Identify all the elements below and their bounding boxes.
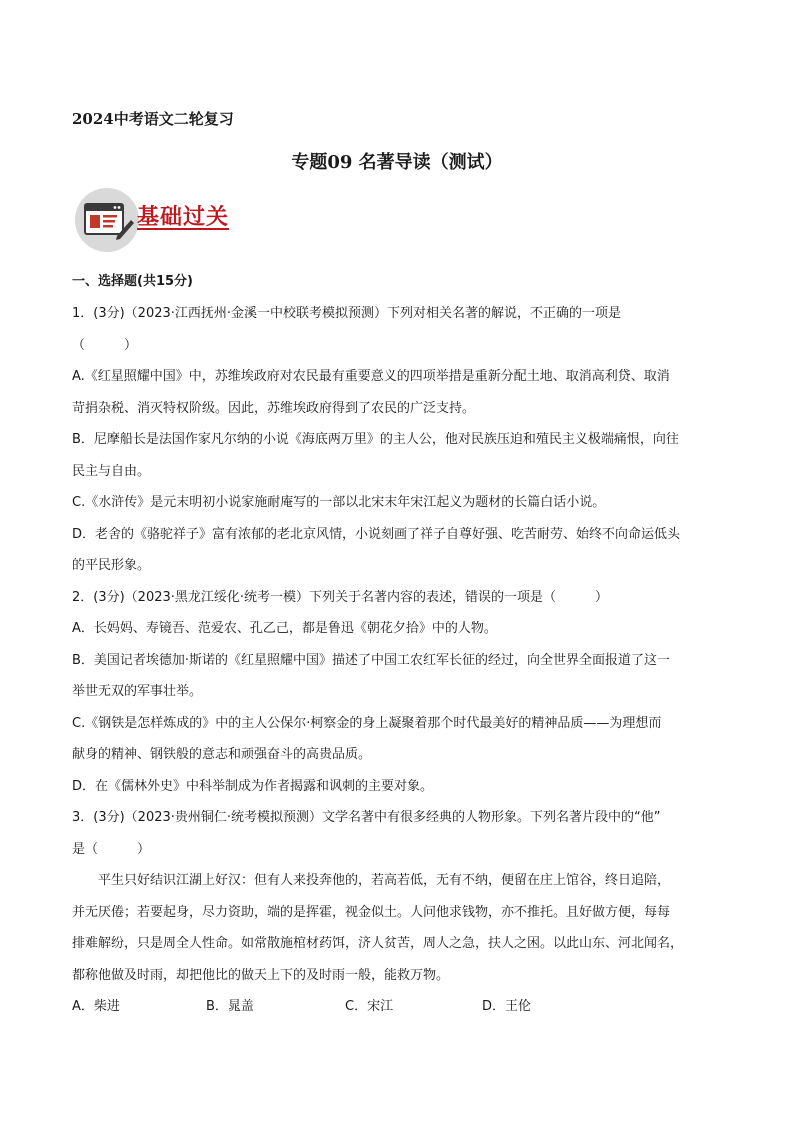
option-b: B．尼摩船长是法国作家凡尔纳的小说《海底两万里》的主人公，他对民族压迫和殖民主义极端痛恨，向往 xyxy=(72,432,679,447)
passage-line: 排难解纷，只是周全人性命。如常散施棺材药饵，济人贫苦，周人之急，扶人之困。以此山东、河北闻名， xyxy=(72,936,684,951)
option-c-cont: 献身的精神、钢铁般的意志和顽强奋斗的高贵品质。 xyxy=(72,747,372,762)
question-stem-cont: （ ） xyxy=(72,337,138,353)
option-b-cont: 举世无双的军事壮举。 xyxy=(72,684,203,699)
question-stem: 3．(3分)（2023·贵州铜仁·统考模拟预测）文学名著中有很多经典的人物形象。下列名著片段中的“他” xyxy=(72,810,661,825)
question-stem: 1．(3分)（2023·江西抚州·金溪一中校联考模拟预测）下列对相关名著的解说，不正确的一项是 xyxy=(72,306,622,321)
passage-line: 并无厌倦；若要起身，尽力资助，端的是挥霍，视金似土。人问他求钱物，亦不推托。且好做方便，每每 xyxy=(72,904,671,920)
option-row xyxy=(72,991,732,1023)
option-c: C.《钢铁是怎样炼成的》中的主人公保尔·柯察金的身上凝聚着那个时代最美好的精神品质——为理想而 xyxy=(72,715,662,731)
option-b-cont: 民主与自由。 xyxy=(72,463,151,479)
option-a: A．柴进 xyxy=(72,999,120,1014)
option-a: A．长妈妈、寿镜吾、范爱农、孔乙己，都是鲁迅《朝花夕拾》中的人物。 xyxy=(72,621,497,636)
option-d: D．老舍的《骆驼祥子》富有浓郁的老北京风情，小说刻画了祥子自尊好强、吃苦耐劳、始终不向命运低头 xyxy=(72,526,681,542)
passage-line: 平生只好结识江湖上好汉：但有人来投奔他的，若高若低，无有不纳，便留在庄上馆谷，终日追陪， xyxy=(98,873,671,888)
question-stem-cont: 是（ ） xyxy=(72,841,151,857)
banner-label: 基础过关 xyxy=(137,205,230,230)
option-d-cont: 的平民形象。 xyxy=(72,558,151,573)
passage-line: 都称他做及时雨，却把他比的做天上下的及时雨一般，能救万物。 xyxy=(72,967,450,983)
document-header: 2024中考语文二轮复习 xyxy=(72,110,234,128)
document-title: 专题09 名著导读（测试） xyxy=(291,152,503,173)
question-stem: 2．(3分)（2023·黑龙江绥化·统考一模）下列关于名著内容的表述，错误的一项是（ ） xyxy=(72,589,609,605)
option-b: B．晁盖 xyxy=(206,999,254,1014)
option-c: C.《水浒传》是元末明初小说家施耐庵写的一部以北宋末年宋江起义为题材的长篇白话小说。 xyxy=(72,495,606,510)
option-d: D．在《儒林外史》中科举制成为作者揭露和讽刺的主要对象。 xyxy=(72,778,434,794)
option-d: D．王伦 xyxy=(482,999,532,1014)
question-body xyxy=(72,270,732,1023)
option-c: C．宋江 xyxy=(345,999,394,1014)
document-edit-icon xyxy=(83,200,135,242)
option-b: B．美国记者埃德加·斯诺的《红星照耀中国》描述了中国工农红军长征的经过，向全世界全面报道了这一 xyxy=(72,652,671,668)
option-a: A.《红星照耀中国》中，苏维埃政府对农民最有重要意义的四项举措是重新分配土地、取消高利贷、取消 xyxy=(72,369,670,384)
option-a-cont: 苛捐杂税、消灭特权阶级。因此，苏维埃政府得到了农民的广泛支持。 xyxy=(72,400,476,416)
section-heading: 一、选择题(共15分) xyxy=(72,274,193,289)
